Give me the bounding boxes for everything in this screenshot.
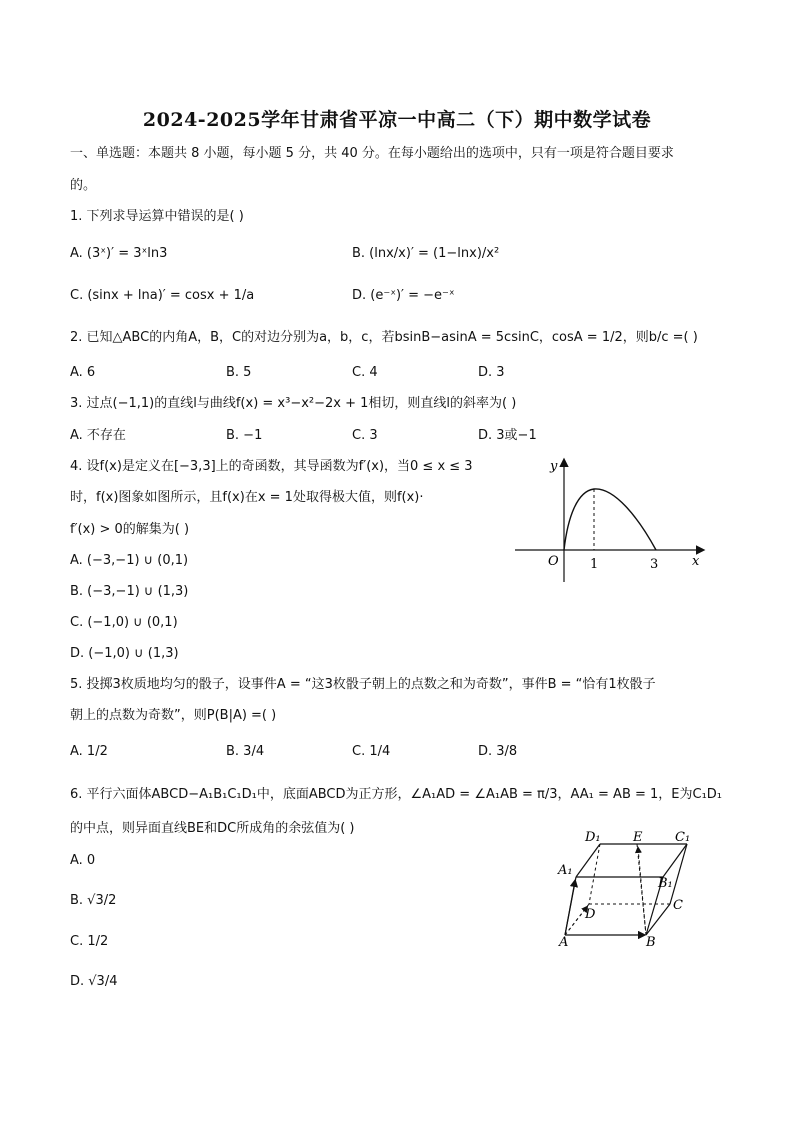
q5-stem-line2: 朝上的点数为奇数”，则P(B|A) =( ) xyxy=(70,708,277,723)
label-a1: A₁ xyxy=(558,863,573,878)
q1-stem: 1. 下列求导运算中错误的是( ) xyxy=(70,209,244,224)
q4-option-a: A. (−3,−1) ∪ (0,1) xyxy=(70,553,189,568)
q3-option-d: D. 3或−1 xyxy=(478,428,537,443)
q5-option-d: D. 3/8 xyxy=(478,744,518,759)
q4-stem-line2: 时，f(x)图象如图所示，且f(x)在x = 1处取得极大值，则f(x)· xyxy=(70,490,424,505)
curve xyxy=(564,489,656,550)
q2-option-d: D. 3 xyxy=(478,365,505,380)
label-b1: B₁ xyxy=(658,876,673,891)
label-c1: C₁ xyxy=(675,830,691,845)
q2-stem: 2. 已知△ABC的内角A，B，C的对边分别为a，b，c，若bsinB−asinA = 5csinC，cosA = 1/2，则b/c =( ) xyxy=(70,330,698,345)
q2-option-a: A. 6 xyxy=(70,365,96,380)
function-graph-figure xyxy=(510,455,710,585)
q4-option-c: C. (−1,0) ∪ (0,1) xyxy=(70,615,178,630)
q6-option-d: D. √3/4 xyxy=(70,974,118,989)
q2-option-c: C. 4 xyxy=(352,365,378,380)
section-heading-line1: 一、单选题：本题共 8 小题，每小题 5 分，共 40 分。在每小题给出的选项中，只有一项是符合题目要求 xyxy=(70,146,674,161)
tick-label-3: 3 xyxy=(650,557,659,572)
q3-option-b: B. −1 xyxy=(226,428,263,443)
label-c: C xyxy=(673,898,683,913)
q3-option-a: A. 不存在 xyxy=(70,428,126,443)
section-heading-line2: 的。 xyxy=(70,178,97,193)
q2-option-b: B. 5 xyxy=(226,365,252,380)
x-axis-label: x xyxy=(692,554,700,569)
q6-stem-line1: 6. 平行六面体ABCD−A₁B₁C₁D₁中，底面ABCD为正方形，∠A₁AD = ∠A₁AB = π/3，AA₁ = AB = 1，E为C₁D₁ xyxy=(70,787,723,802)
q6-option-b: B. √3/2 xyxy=(70,893,117,908)
q6-option-c: C. 1/2 xyxy=(70,934,109,949)
origin-label: O xyxy=(548,554,559,569)
q1-option-b: B. (lnx/x)′ = (1−lnx)/x² xyxy=(352,246,500,261)
page-title: 2024-2025学年甘肃省平凉一中高二（下）期中数学试卷 xyxy=(142,109,652,131)
q5-option-b: B. 3/4 xyxy=(226,744,265,759)
q3-stem: 3. 过点(−1,1)的直线l与曲线f(x) = x³−x²−2x + 1相切，则直线l的斜率为( ) xyxy=(70,396,517,411)
q4-option-b: B. (−3,−1) ∪ (1,3) xyxy=(70,584,189,599)
label-d: D xyxy=(585,907,596,922)
q5-option-c: C. 1/4 xyxy=(352,744,391,759)
q6-option-a: A. 0 xyxy=(70,853,96,868)
tick-label-1: 1 xyxy=(590,557,599,572)
label-e: E xyxy=(633,830,643,845)
q5-option-a: A. 1/2 xyxy=(70,744,108,759)
q1-option-c: C. (sinx + lna)′ = cosx + 1/a xyxy=(70,288,255,303)
label-b: B xyxy=(646,935,656,950)
parallelepiped-figure xyxy=(545,825,705,955)
q3-option-c: C. 3 xyxy=(352,428,378,443)
q4-stem-line1: 4. 设f(x)是定义在[−3,3]上的奇函数，其导函数为f′(x)，当0 ≤ x ≤ 3 xyxy=(70,459,473,474)
q1-option-d: D. (e⁻ˣ)′ = −e⁻ˣ xyxy=(352,288,455,303)
q4-option-d: D. (−1,0) ∪ (1,3) xyxy=(70,646,179,661)
q6-stem-line2: 的中点，则异面直线BE和DC所成角的余弦值为( ) xyxy=(70,821,355,836)
y-axis-label: y xyxy=(550,459,558,474)
q1-option-a: A. (3ˣ)′ = 3ˣln3 xyxy=(70,246,168,261)
label-a: A xyxy=(559,935,569,950)
q5-stem-line1: 5. 投掷3枚质地均匀的骰子，设事件A = “这3枚骰子朝上的点数之和为奇数”，事件B = “恰有1枚骰子 xyxy=(70,677,656,692)
q4-stem-line3: f′(x) > 0的解集为( ) xyxy=(70,522,190,537)
label-d1: D₁ xyxy=(585,830,601,845)
